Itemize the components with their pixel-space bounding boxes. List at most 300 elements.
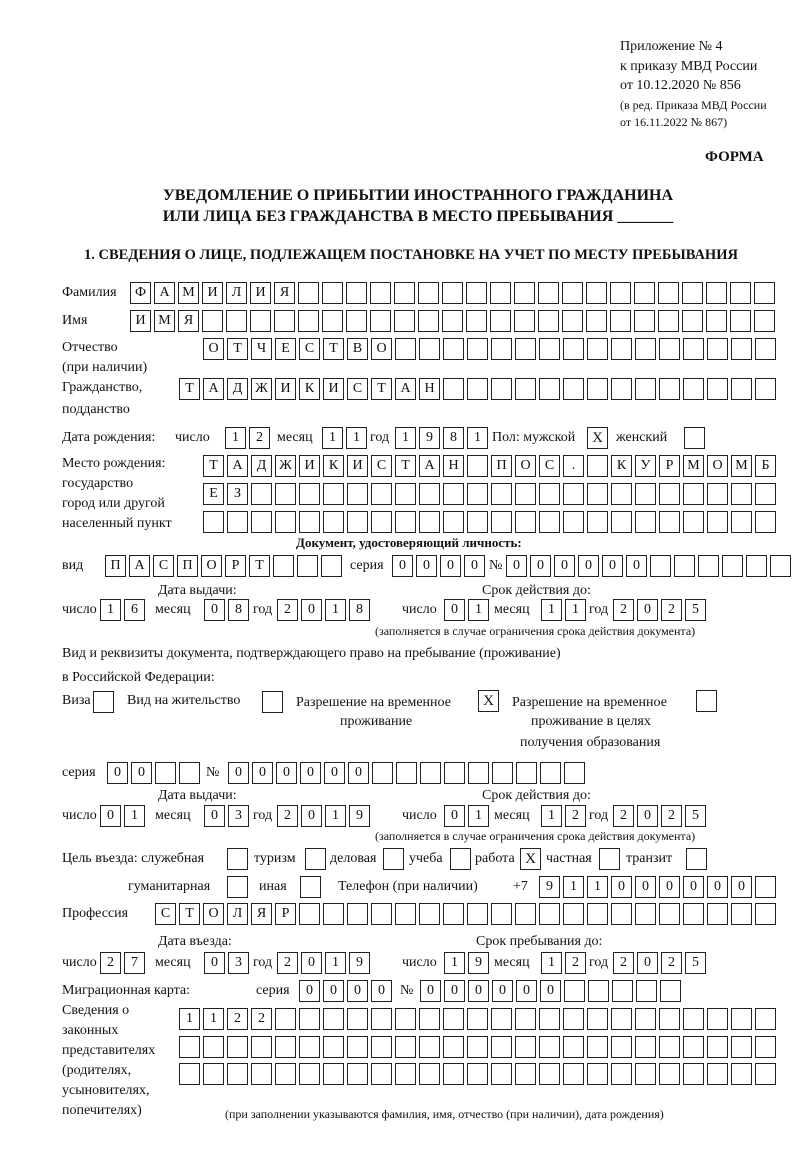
char-cell[interactable]: 0: [228, 762, 249, 784]
purpose-business-checkbox[interactable]: [383, 848, 404, 870]
char-cell[interactable]: 0: [659, 876, 680, 898]
purpose-tourism-checkbox[interactable]: [305, 848, 326, 870]
char-cell[interactable]: 0: [637, 599, 658, 621]
char-cell[interactable]: [490, 282, 511, 304]
char-cell[interactable]: [179, 1036, 200, 1058]
char-cell[interactable]: [322, 282, 343, 304]
char-cell[interactable]: [515, 483, 536, 505]
char-cell[interactable]: [539, 378, 560, 400]
char-cell[interactable]: 7: [124, 952, 145, 974]
purpose-private-checkbox[interactable]: [599, 848, 620, 870]
char-cell[interactable]: П: [491, 455, 512, 477]
char-cell[interactable]: 0: [204, 599, 225, 621]
char-cell[interactable]: С: [347, 378, 368, 400]
char-cell[interactable]: [564, 980, 585, 1002]
char-cell[interactable]: 2: [565, 952, 586, 974]
char-cell[interactable]: [491, 1008, 512, 1030]
char-cell[interactable]: [347, 903, 368, 925]
char-cell[interactable]: [179, 1063, 200, 1085]
char-cell[interactable]: С: [153, 555, 174, 577]
char-cell[interactable]: 2: [661, 952, 682, 974]
char-cell[interactable]: [754, 310, 775, 332]
char-cell[interactable]: [755, 1063, 776, 1085]
char-cell[interactable]: [659, 903, 680, 925]
char-cell[interactable]: 0: [637, 952, 658, 974]
char-cell[interactable]: 0: [440, 555, 461, 577]
char-cell[interactable]: [155, 762, 176, 784]
char-cell[interactable]: [251, 483, 272, 505]
char-cell[interactable]: 3: [228, 805, 249, 827]
char-cell[interactable]: [297, 555, 318, 577]
char-cell[interactable]: И: [130, 310, 151, 332]
char-cell[interactable]: 1: [444, 952, 465, 974]
char-cell[interactable]: [635, 378, 656, 400]
char-cell[interactable]: [299, 903, 320, 925]
char-cell[interactable]: А: [129, 555, 150, 577]
char-cell[interactable]: 0: [611, 876, 632, 898]
char-cell[interactable]: [683, 1008, 704, 1030]
char-cell[interactable]: Е: [203, 483, 224, 505]
char-cell[interactable]: 0: [637, 805, 658, 827]
char-cell[interactable]: [611, 511, 632, 533]
char-cell[interactable]: 0: [100, 805, 121, 827]
char-cell[interactable]: 1: [346, 427, 367, 449]
purpose-other-checkbox[interactable]: [300, 876, 321, 898]
char-cell[interactable]: Д: [251, 455, 272, 477]
char-cell[interactable]: [635, 483, 656, 505]
char-cell[interactable]: И: [323, 378, 344, 400]
char-cell[interactable]: [371, 1036, 392, 1058]
char-cell[interactable]: [443, 1063, 464, 1085]
char-cell[interactable]: Р: [275, 903, 296, 925]
char-cell[interactable]: И: [275, 378, 296, 400]
char-cell[interactable]: [563, 1008, 584, 1030]
char-cell[interactable]: [707, 338, 728, 360]
char-cell[interactable]: Л: [227, 903, 248, 925]
char-cell[interactable]: 0: [578, 555, 599, 577]
char-cell[interactable]: Я: [251, 903, 272, 925]
char-cell[interactable]: [683, 1036, 704, 1058]
char-cell[interactable]: О: [203, 903, 224, 925]
char-cell[interactable]: [467, 338, 488, 360]
char-cell[interactable]: [563, 1063, 584, 1085]
char-cell[interactable]: [755, 903, 776, 925]
char-cell[interactable]: [251, 511, 272, 533]
char-cell[interactable]: 1: [179, 1008, 200, 1030]
char-cell[interactable]: 1: [322, 427, 343, 449]
char-cell[interactable]: 0: [683, 876, 704, 898]
char-cell[interactable]: И: [202, 282, 223, 304]
char-cell[interactable]: [730, 282, 751, 304]
char-cell[interactable]: 1: [468, 805, 489, 827]
char-cell[interactable]: [347, 1063, 368, 1085]
char-cell[interactable]: [468, 762, 489, 784]
char-cell[interactable]: [731, 1008, 752, 1030]
char-cell[interactable]: [587, 1008, 608, 1030]
char-cell[interactable]: [707, 1063, 728, 1085]
char-cell[interactable]: [540, 762, 561, 784]
char-cell[interactable]: Т: [179, 378, 200, 400]
char-cell[interactable]: М: [154, 310, 175, 332]
char-cell[interactable]: [466, 282, 487, 304]
char-cell[interactable]: [707, 483, 728, 505]
char-cell[interactable]: [466, 310, 487, 332]
char-cell[interactable]: Р: [225, 555, 246, 577]
char-cell[interactable]: [611, 483, 632, 505]
char-cell[interactable]: [588, 980, 609, 1002]
char-cell[interactable]: [491, 1063, 512, 1085]
char-cell[interactable]: 1: [100, 599, 121, 621]
char-cell[interactable]: 0: [444, 599, 465, 621]
char-cell[interactable]: 1: [587, 876, 608, 898]
char-cell[interactable]: [659, 511, 680, 533]
char-cell[interactable]: 1: [541, 952, 562, 974]
char-cell[interactable]: [250, 310, 271, 332]
char-cell[interactable]: 1: [565, 599, 586, 621]
char-cell[interactable]: 0: [301, 952, 322, 974]
char-cell[interactable]: 0: [301, 805, 322, 827]
char-cell[interactable]: Т: [227, 338, 248, 360]
char-cell[interactable]: О: [707, 455, 728, 477]
char-cell[interactable]: З: [227, 483, 248, 505]
char-cell[interactable]: Т: [249, 555, 270, 577]
char-cell[interactable]: [467, 1008, 488, 1030]
char-cell[interactable]: [467, 483, 488, 505]
char-cell[interactable]: [516, 762, 537, 784]
char-cell[interactable]: Д: [227, 378, 248, 400]
char-cell[interactable]: [394, 310, 415, 332]
char-cell[interactable]: 9: [349, 805, 370, 827]
char-cell[interactable]: [635, 903, 656, 925]
char-cell[interactable]: [371, 511, 392, 533]
char-cell[interactable]: [635, 1063, 656, 1085]
char-cell[interactable]: 2: [277, 952, 298, 974]
char-cell[interactable]: [635, 511, 656, 533]
char-cell[interactable]: 1: [467, 427, 488, 449]
char-cell[interactable]: [659, 1008, 680, 1030]
char-cell[interactable]: [274, 310, 295, 332]
char-cell[interactable]: [707, 1036, 728, 1058]
char-cell[interactable]: [515, 1008, 536, 1030]
char-cell[interactable]: [659, 483, 680, 505]
char-cell[interactable]: [492, 762, 513, 784]
char-cell[interactable]: Я: [274, 282, 295, 304]
char-cell[interactable]: [563, 1036, 584, 1058]
char-cell[interactable]: [539, 338, 560, 360]
char-cell[interactable]: А: [203, 378, 224, 400]
char-cell[interactable]: [755, 1008, 776, 1030]
char-cell[interactable]: [203, 511, 224, 533]
char-cell[interactable]: 0: [506, 555, 527, 577]
char-cell[interactable]: 2: [251, 1008, 272, 1030]
char-cell[interactable]: [395, 1036, 416, 1058]
char-cell[interactable]: 0: [492, 980, 513, 1002]
char-cell[interactable]: [682, 310, 703, 332]
char-cell[interactable]: [443, 1036, 464, 1058]
char-cell[interactable]: О: [515, 455, 536, 477]
char-cell[interactable]: [755, 338, 776, 360]
char-cell[interactable]: [731, 338, 752, 360]
char-cell[interactable]: П: [177, 555, 198, 577]
char-cell[interactable]: [731, 1036, 752, 1058]
char-cell[interactable]: 0: [602, 555, 623, 577]
char-cell[interactable]: О: [371, 338, 392, 360]
char-cell[interactable]: [443, 1008, 464, 1030]
char-cell[interactable]: 0: [204, 952, 225, 974]
char-cell[interactable]: [347, 1036, 368, 1058]
char-cell[interactable]: [563, 338, 584, 360]
char-cell[interactable]: [227, 1063, 248, 1085]
char-cell[interactable]: [273, 555, 294, 577]
char-cell[interactable]: [491, 1036, 512, 1058]
char-cell[interactable]: [203, 1063, 224, 1085]
char-cell[interactable]: [683, 483, 704, 505]
char-cell[interactable]: [683, 511, 704, 533]
purpose-study-checkbox[interactable]: [450, 848, 471, 870]
char-cell[interactable]: [587, 378, 608, 400]
char-cell[interactable]: [491, 483, 512, 505]
char-cell[interactable]: У: [635, 455, 656, 477]
char-cell[interactable]: [396, 762, 417, 784]
char-cell[interactable]: [347, 511, 368, 533]
char-cell[interactable]: 0: [731, 876, 752, 898]
char-cell[interactable]: К: [323, 455, 344, 477]
char-cell[interactable]: [491, 903, 512, 925]
char-cell[interactable]: [321, 555, 342, 577]
char-cell[interactable]: [323, 1008, 344, 1030]
char-cell[interactable]: Ж: [275, 455, 296, 477]
char-cell[interactable]: [610, 282, 631, 304]
char-cell[interactable]: [323, 903, 344, 925]
char-cell[interactable]: [635, 1008, 656, 1030]
char-cell[interactable]: [275, 511, 296, 533]
char-cell[interactable]: [346, 282, 367, 304]
char-cell[interactable]: Ч: [251, 338, 272, 360]
char-cell[interactable]: [707, 511, 728, 533]
char-cell[interactable]: [419, 1036, 440, 1058]
char-cell[interactable]: [587, 903, 608, 925]
char-cell[interactable]: [731, 483, 752, 505]
purpose-humanitarian-checkbox[interactable]: [227, 876, 248, 898]
purpose-work-checkbox[interactable]: X: [520, 848, 541, 870]
char-cell[interactable]: [226, 310, 247, 332]
char-cell[interactable]: 0: [348, 762, 369, 784]
char-cell[interactable]: [346, 310, 367, 332]
char-cell[interactable]: [515, 1036, 536, 1058]
char-cell[interactable]: [587, 483, 608, 505]
char-cell[interactable]: Р: [659, 455, 680, 477]
char-cell[interactable]: [515, 511, 536, 533]
char-cell[interactable]: Т: [371, 378, 392, 400]
char-cell[interactable]: [323, 1063, 344, 1085]
char-cell[interactable]: 0: [416, 555, 437, 577]
char-cell[interactable]: [467, 1036, 488, 1058]
char-cell[interactable]: [683, 338, 704, 360]
char-cell[interactable]: К: [611, 455, 632, 477]
char-cell[interactable]: [419, 1008, 440, 1030]
char-cell[interactable]: Т: [395, 455, 416, 477]
char-cell[interactable]: [564, 762, 585, 784]
char-cell[interactable]: 0: [252, 762, 273, 784]
char-cell[interactable]: О: [203, 338, 224, 360]
char-cell[interactable]: [674, 555, 695, 577]
char-cell[interactable]: [443, 338, 464, 360]
char-cell[interactable]: [467, 511, 488, 533]
char-cell[interactable]: [299, 1008, 320, 1030]
char-cell[interactable]: [275, 1008, 296, 1030]
char-cell[interactable]: [322, 310, 343, 332]
temp-permit-checkbox[interactable]: X: [478, 690, 499, 712]
char-cell[interactable]: [563, 903, 584, 925]
char-cell[interactable]: 9: [468, 952, 489, 974]
char-cell[interactable]: В: [347, 338, 368, 360]
char-cell[interactable]: 8: [349, 599, 370, 621]
char-cell[interactable]: [299, 483, 320, 505]
char-cell[interactable]: [275, 1063, 296, 1085]
char-cell[interactable]: [586, 282, 607, 304]
char-cell[interactable]: [491, 378, 512, 400]
char-cell[interactable]: [635, 338, 656, 360]
char-cell[interactable]: 9: [349, 952, 370, 974]
char-cell[interactable]: [635, 1036, 656, 1058]
char-cell[interactable]: 1: [541, 805, 562, 827]
char-cell[interactable]: 0: [707, 876, 728, 898]
char-cell[interactable]: [611, 378, 632, 400]
char-cell[interactable]: 0: [204, 805, 225, 827]
char-cell[interactable]: [650, 555, 671, 577]
char-cell[interactable]: 2: [613, 952, 634, 974]
char-cell[interactable]: [746, 555, 767, 577]
char-cell[interactable]: [634, 310, 655, 332]
char-cell[interactable]: [514, 310, 535, 332]
char-cell[interactable]: [202, 310, 223, 332]
char-cell[interactable]: [612, 980, 633, 1002]
char-cell[interactable]: [444, 762, 465, 784]
char-cell[interactable]: [563, 378, 584, 400]
char-cell[interactable]: 0: [392, 555, 413, 577]
char-cell[interactable]: 1: [325, 952, 346, 974]
char-cell[interactable]: [755, 483, 776, 505]
char-cell[interactable]: 2: [661, 599, 682, 621]
char-cell[interactable]: 1: [563, 876, 584, 898]
sex-male-checkbox[interactable]: X: [587, 427, 608, 449]
char-cell[interactable]: 0: [323, 980, 344, 1002]
char-cell[interactable]: [275, 483, 296, 505]
char-cell[interactable]: [659, 338, 680, 360]
char-cell[interactable]: [611, 903, 632, 925]
char-cell[interactable]: [395, 1008, 416, 1030]
char-cell[interactable]: М: [731, 455, 752, 477]
char-cell[interactable]: [419, 1063, 440, 1085]
char-cell[interactable]: [299, 1063, 320, 1085]
char-cell[interactable]: [562, 310, 583, 332]
char-cell[interactable]: [299, 511, 320, 533]
char-cell[interactable]: [683, 1063, 704, 1085]
char-cell[interactable]: 3: [228, 952, 249, 974]
char-cell[interactable]: [539, 511, 560, 533]
char-cell[interactable]: [203, 1036, 224, 1058]
char-cell[interactable]: [770, 555, 791, 577]
char-cell[interactable]: 0: [464, 555, 485, 577]
char-cell[interactable]: С: [539, 455, 560, 477]
char-cell[interactable]: [731, 378, 752, 400]
char-cell[interactable]: И: [299, 455, 320, 477]
char-cell[interactable]: 0: [131, 762, 152, 784]
char-cell[interactable]: 6: [124, 599, 145, 621]
char-cell[interactable]: 0: [554, 555, 575, 577]
char-cell[interactable]: .: [563, 455, 584, 477]
edu-permit-checkbox[interactable]: [696, 690, 717, 712]
char-cell[interactable]: 0: [299, 980, 320, 1002]
char-cell[interactable]: [731, 1063, 752, 1085]
char-cell[interactable]: П: [105, 555, 126, 577]
char-cell[interactable]: [227, 1036, 248, 1058]
char-cell[interactable]: [706, 282, 727, 304]
char-cell[interactable]: 0: [516, 980, 537, 1002]
char-cell[interactable]: М: [683, 455, 704, 477]
char-cell[interactable]: [395, 1063, 416, 1085]
char-cell[interactable]: 9: [419, 427, 440, 449]
char-cell[interactable]: [370, 282, 391, 304]
purpose-official-checkbox[interactable]: [227, 848, 248, 870]
char-cell[interactable]: [419, 903, 440, 925]
char-cell[interactable]: А: [395, 378, 416, 400]
char-cell[interactable]: А: [154, 282, 175, 304]
char-cell[interactable]: [587, 338, 608, 360]
char-cell[interactable]: [347, 483, 368, 505]
char-cell[interactable]: [563, 483, 584, 505]
char-cell[interactable]: 2: [565, 805, 586, 827]
char-cell[interactable]: 2: [613, 599, 634, 621]
char-cell[interactable]: [538, 282, 559, 304]
char-cell[interactable]: [515, 378, 536, 400]
char-cell[interactable]: [539, 483, 560, 505]
char-cell[interactable]: 0: [626, 555, 647, 577]
char-cell[interactable]: 0: [635, 876, 656, 898]
char-cell[interactable]: [371, 903, 392, 925]
char-cell[interactable]: 0: [530, 555, 551, 577]
char-cell[interactable]: [491, 338, 512, 360]
char-cell[interactable]: [754, 282, 775, 304]
char-cell[interactable]: [275, 1036, 296, 1058]
char-cell[interactable]: [659, 378, 680, 400]
char-cell[interactable]: Т: [179, 903, 200, 925]
char-cell[interactable]: 0: [276, 762, 297, 784]
char-cell[interactable]: Ж: [251, 378, 272, 400]
char-cell[interactable]: [371, 1063, 392, 1085]
char-cell[interactable]: [610, 310, 631, 332]
char-cell[interactable]: [587, 1063, 608, 1085]
char-cell[interactable]: [658, 310, 679, 332]
char-cell[interactable]: Л: [226, 282, 247, 304]
char-cell[interactable]: 0: [300, 762, 321, 784]
char-cell[interactable]: 1: [395, 427, 416, 449]
char-cell[interactable]: 2: [249, 427, 270, 449]
char-cell[interactable]: 5: [685, 599, 706, 621]
char-cell[interactable]: [659, 1063, 680, 1085]
char-cell[interactable]: 0: [324, 762, 345, 784]
char-cell[interactable]: Т: [323, 338, 344, 360]
char-cell[interactable]: [323, 483, 344, 505]
char-cell[interactable]: [611, 338, 632, 360]
char-cell[interactable]: [538, 310, 559, 332]
char-cell[interactable]: 5: [685, 805, 706, 827]
char-cell[interactable]: [611, 1036, 632, 1058]
char-cell[interactable]: [298, 310, 319, 332]
char-cell[interactable]: И: [347, 455, 368, 477]
char-cell[interactable]: Я: [178, 310, 199, 332]
char-cell[interactable]: [611, 1063, 632, 1085]
